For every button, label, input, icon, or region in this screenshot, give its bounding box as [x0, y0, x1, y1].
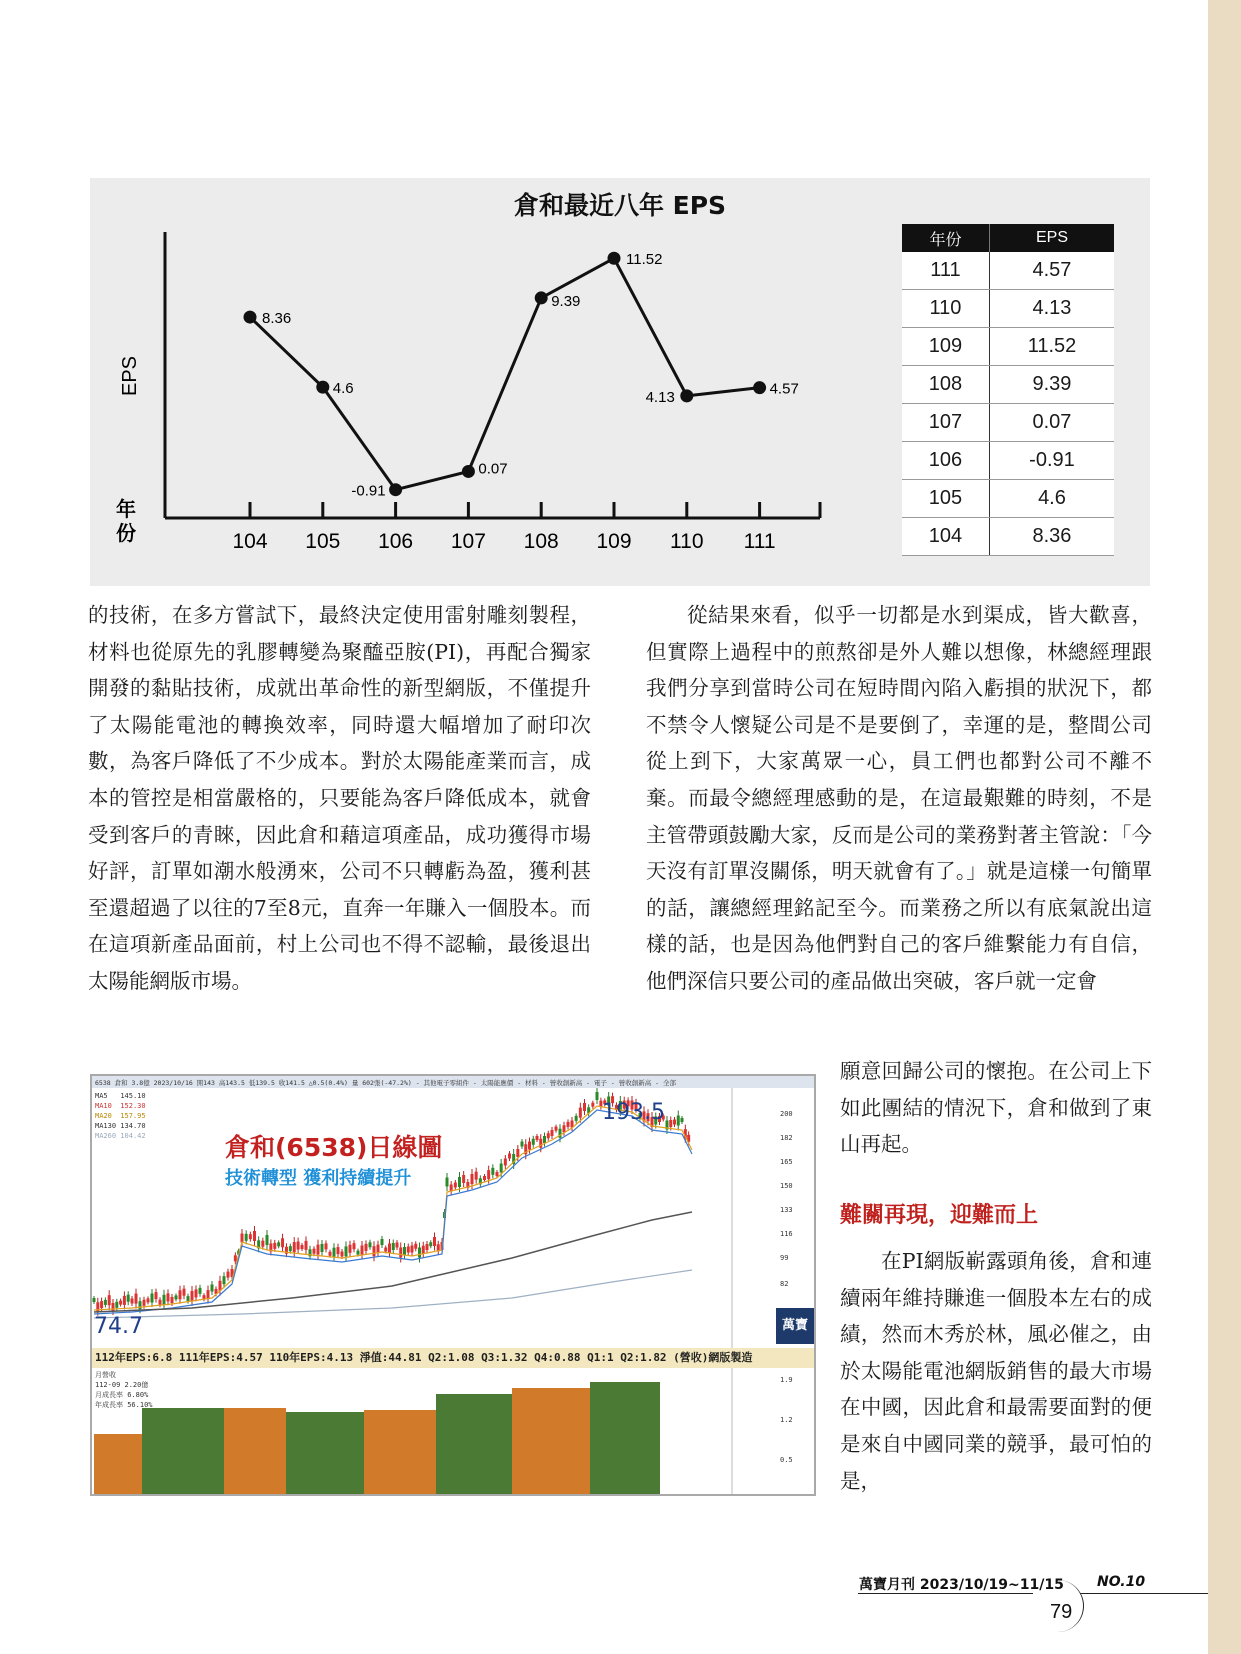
- candle-body: [458, 1177, 461, 1187]
- candle-body: [433, 1237, 436, 1246]
- table-row: [902, 518, 1114, 556]
- page-edge-strip: [1208, 0, 1241, 1654]
- ma-legend-3: MA130 134.70: [95, 1122, 146, 1130]
- candle-body: [357, 1251, 360, 1255]
- candle-body: [591, 1103, 594, 1107]
- table-row: [902, 480, 1114, 518]
- candle-body: [551, 1130, 554, 1136]
- candle-body: [317, 1245, 320, 1255]
- eps-data-label: -0.91: [351, 482, 386, 500]
- candle-body: [399, 1248, 402, 1258]
- table-eps-cell: 4.57: [989, 252, 1114, 290]
- candle-body: [266, 1235, 269, 1245]
- revenue-y-tick: 1.9: [780, 1376, 793, 1384]
- candle-body: [414, 1244, 417, 1249]
- revenue-bar: [436, 1394, 512, 1494]
- candle-body: [175, 1295, 178, 1299]
- table-row: [902, 404, 1114, 442]
- candle-body: [301, 1245, 304, 1249]
- candle-body: [381, 1239, 384, 1245]
- candle-body: [289, 1246, 292, 1251]
- candle-body: [261, 1241, 264, 1247]
- candle-body: [422, 1246, 425, 1254]
- candle-body: [583, 1103, 586, 1111]
- table-eps-cell: 8.36: [989, 518, 1114, 556]
- y-tick: 133: [780, 1206, 793, 1214]
- y-tick: 82: [780, 1280, 789, 1288]
- candle-body: [123, 1296, 126, 1305]
- table-row: [902, 328, 1114, 366]
- table-year-cell: 111: [902, 252, 989, 290]
- candle-body: [673, 1120, 676, 1125]
- candle-body: [223, 1276, 226, 1284]
- x-axis-label-part: 年: [116, 497, 136, 521]
- candle-body: [191, 1291, 194, 1301]
- candle-body: [104, 1300, 107, 1305]
- candle-body: [333, 1248, 336, 1257]
- eps-series-line: [250, 258, 760, 489]
- candle-body: [475, 1172, 478, 1180]
- candle-body: [521, 1142, 524, 1147]
- candle-body: [127, 1295, 130, 1302]
- candle-body: [108, 1295, 111, 1305]
- revenue-legend-line: 年成長率 56.10%: [95, 1401, 153, 1409]
- candle-body: [345, 1246, 348, 1256]
- publisher-logo: 萬寶: [776, 1308, 814, 1344]
- candle-body: [418, 1248, 421, 1258]
- table-year-cell: 110: [902, 290, 989, 328]
- candle-body: [245, 1234, 248, 1241]
- candle-body: [171, 1297, 174, 1303]
- stock-chart-title: 倉和(6538)日線圖: [225, 1133, 443, 1162]
- candle-body: [249, 1234, 252, 1239]
- candle-body: [195, 1289, 198, 1297]
- page-number: 79: [1050, 1601, 1073, 1623]
- revenue-bar: [94, 1434, 144, 1494]
- candle-body: [139, 1301, 142, 1309]
- eps-data-label: 4.13: [645, 388, 675, 406]
- candle-body: [396, 1243, 399, 1248]
- x-tick-label: 107: [450, 530, 486, 553]
- table-eps-cell: 4.13: [989, 290, 1114, 328]
- table-row: [902, 252, 1114, 290]
- stock-chart-subtitle: 技術轉型 獲利持續提升: [225, 1168, 412, 1189]
- y-tick: 116: [780, 1230, 793, 1238]
- candle-body: [337, 1247, 340, 1254]
- candle-body: [536, 1136, 539, 1140]
- y-tick: 182: [780, 1134, 793, 1142]
- candle-body: [504, 1159, 507, 1166]
- candle-body: [273, 1243, 276, 1249]
- candle-body: [321, 1244, 324, 1252]
- eps-data-label: 8.36: [262, 310, 292, 328]
- eps-table-header-year: 年份: [902, 224, 989, 252]
- y-axis-label: EPS: [119, 355, 141, 397]
- candle-body: [93, 1298, 96, 1302]
- candle-body: [167, 1293, 170, 1301]
- candle-body: [681, 1118, 684, 1122]
- y-tick: 165: [780, 1158, 793, 1166]
- candle-body: [349, 1245, 352, 1253]
- candle-body: [325, 1243, 328, 1249]
- candle-body: [163, 1295, 166, 1305]
- eps-data-point: [244, 311, 257, 324]
- eps-data-point: [462, 465, 475, 478]
- ma-legend-0: MA5 145.10: [95, 1092, 146, 1100]
- candle-body: [596, 1092, 599, 1100]
- candle-body: [407, 1247, 410, 1253]
- revenue-legend-line: 112-09 2.20億: [95, 1381, 149, 1389]
- candle-body: [341, 1252, 344, 1257]
- candle-body: [555, 1127, 558, 1131]
- eps-data-label: 0.07: [478, 460, 508, 478]
- table-eps-cell: 4.6: [989, 480, 1114, 518]
- candle-body: [426, 1244, 429, 1250]
- revenue-y-tick: 1.2: [780, 1416, 793, 1424]
- candle-body: [446, 1178, 449, 1187]
- candle-body: [183, 1289, 186, 1296]
- table-eps-cell: 9.39: [989, 366, 1114, 404]
- article-paragraph: 從結果來看，似乎一切都是水到渠成，皆大歡喜，但實際上過程中的煎熬卻是外人難以想像，林總經理跟我們分享到當時公司在短時間內陷入虧損的狀況下，都不禁令人懷疑公司是不是要倒了，幸運的是，整間公司從上到下，大家萬眾一心，員工們也都對公司不離不棄。而最令總經理感動的是，在這最艱難的時刻，不是主管帶頭鼓勵大家，反而是公司的業務對著主管說：「今天沒有訂單沒關係，明天就會有了。」就是這樣一句簡單的話，讓總經理銘記至今。而業務之所以有底氣說出這樣的話，也是因為他們對自己的客戶維繫能力有自信，他們深信只要公司的產品做出突破，客戶就一定會: [646, 603, 1152, 993]
- candle-body: [155, 1292, 158, 1299]
- eps-data-label: 4.6: [332, 380, 354, 398]
- candle-body: [491, 1168, 494, 1175]
- eps-data-point: [608, 252, 621, 265]
- candle-body: [143, 1300, 146, 1306]
- candle-body: [471, 1174, 474, 1184]
- candle-body: [516, 1149, 519, 1157]
- candle-body: [373, 1246, 376, 1256]
- candle-body: [115, 1302, 118, 1308]
- eps-chart-title: 倉和最近八年 EPS: [513, 191, 727, 220]
- candle-body: [388, 1244, 391, 1253]
- table-eps-cell: 11.52: [989, 328, 1114, 366]
- candle-body: [487, 1170, 490, 1179]
- candle-body: [429, 1242, 432, 1246]
- eps-data-point: [680, 389, 693, 402]
- x-tick-label: 110: [670, 530, 704, 553]
- candle-body: [100, 1301, 103, 1308]
- candle-body: [496, 1172, 499, 1176]
- candle-body: [532, 1139, 535, 1145]
- eps-table-header-eps: EPS: [989, 224, 1114, 252]
- candle-body: [241, 1234, 244, 1243]
- stock-chart: [90, 1074, 816, 1496]
- candle-body: [112, 1303, 115, 1311]
- x-tick-label: 108: [523, 530, 559, 553]
- stock-chart-graphic: [92, 1076, 814, 1494]
- x-tick-label: 106: [378, 530, 414, 553]
- table-eps-cell: -0.91: [989, 442, 1114, 480]
- candle-body: [179, 1290, 182, 1299]
- table-year-cell: 104: [902, 518, 989, 556]
- ma-legend-4: MA260 104.42: [95, 1132, 146, 1140]
- ma-legend-1: MA10 152.30: [95, 1102, 146, 1110]
- price-low-label: 74.7: [94, 1314, 143, 1339]
- candle-body: [297, 1242, 300, 1250]
- y-tick: 150: [780, 1182, 793, 1190]
- candle-body: [147, 1298, 150, 1302]
- candle-body: [119, 1301, 122, 1305]
- y-tick: 200: [780, 1110, 793, 1118]
- table-year-cell: 108: [902, 366, 989, 404]
- x-tick-label: 109: [596, 530, 632, 553]
- candle-body: [454, 1183, 457, 1188]
- revenue-bar: [590, 1382, 660, 1494]
- revenue-bar: [286, 1412, 364, 1494]
- candle-body: [281, 1238, 284, 1247]
- revenue-bar: [142, 1408, 224, 1494]
- article-right-column-2: [840, 1243, 1152, 1499]
- eps-data-point: [535, 291, 548, 304]
- footer-issue: NO.10: [1097, 1574, 1146, 1590]
- candle-body: [508, 1154, 511, 1159]
- candle-body: [365, 1244, 368, 1251]
- candle-body: [151, 1294, 154, 1303]
- eps-data-point: [753, 381, 766, 394]
- candle-body: [403, 1247, 406, 1255]
- revenue-legend-line: 月成長率 6.80%: [95, 1391, 149, 1399]
- candle-body: [234, 1255, 237, 1261]
- eps-info-strip: 112年EPS:6.8 111年EPS:4.57 110年EPS:4.13 淨值:44.81 Q2:1.08 Q3:1.32 Q4:0.88 Q1:1 Q2:1.82 (營收)網版製造: [92, 1348, 816, 1368]
- candle-body: [483, 1176, 486, 1180]
- eps-chart-panel: [90, 178, 1150, 586]
- article-paragraph: 的技術，在多方嘗試下，最終決定使用雷射雕刻製程，材料也從原先的乳膠轉變為聚醯亞胺(PI)，再配合獨家開發的黏貼技術，成就出革命性的新型網版，不僅提升了太陽能電池的轉換效率，同時還大幅增加了耐印次數，為客戶降低了不少成本。對於太陽能產業而言，成本的管控是相當嚴格的，只要能為客戶降低成本，就會受到客戶的青睞，因此倉和藉這項產品，成功獲得市場好評，訂單如潮水般湧來，公司不只轉虧為盈，獲利甚至還超過了以往的7至8元，直奔一年賺入一個股本。而在這項新產品面前，村上公司也不得不認輸，最後退出太陽能網版市場。: [88, 603, 591, 993]
- table-year-cell: 109: [902, 328, 989, 366]
- candle-body: [293, 1242, 296, 1252]
- candle-body: [253, 1231, 256, 1241]
- candle-body: [159, 1300, 162, 1305]
- candle-body: [199, 1288, 202, 1294]
- eps-data-point: [316, 381, 329, 394]
- x-tick-label: 105: [305, 530, 341, 553]
- y-tick: 99: [780, 1254, 789, 1262]
- table-year-cell: 106: [902, 442, 989, 480]
- table-row: [902, 442, 1114, 480]
- eps-data-point: [389, 483, 402, 496]
- candle-body: [669, 1120, 672, 1127]
- stock-header-line: 6538 倉和 3.8億 2023/10/16 開143 高143.5 低139.5 收141.5 △0.5(0.4%) 量 602張(-47.2%) - 其他電子零組件 - 太陽能應價 - 材料 - 營收創新高 - 電子 - 營收創新高 - 全部: [95, 1079, 676, 1087]
- revenue-legend-line: 月營收: [95, 1371, 116, 1379]
- candle-body: [227, 1272, 230, 1278]
- candle-body: [313, 1249, 316, 1254]
- candle-body: [677, 1116, 680, 1126]
- table-row: [902, 366, 1114, 404]
- eps-data-label: 4.57: [769, 380, 799, 398]
- article-right-column: [646, 597, 1152, 1000]
- table-row: [902, 290, 1114, 328]
- candle-body: [277, 1242, 280, 1246]
- candle-body: [462, 1175, 465, 1183]
- candle-body: [547, 1133, 550, 1138]
- candle-body: [361, 1246, 364, 1255]
- table-eps-cell: 0.07: [989, 404, 1114, 442]
- candle-body: [207, 1290, 210, 1299]
- candle-body: [187, 1296, 190, 1301]
- revenue-bar: [224, 1408, 286, 1494]
- candle-body: [567, 1122, 570, 1127]
- candle-body: [305, 1241, 308, 1250]
- candle-body: [528, 1142, 531, 1150]
- candle-body: [353, 1243, 356, 1249]
- section-subheading: 難關再現，迎難而上: [840, 1203, 1039, 1228]
- article-left-column: [88, 597, 591, 1000]
- candle-body: [575, 1116, 578, 1121]
- price-high-label: 193.5: [602, 1100, 665, 1125]
- revenue-bar: [512, 1388, 590, 1494]
- candle-body: [131, 1299, 134, 1304]
- x-tick-label: 104: [232, 530, 268, 553]
- candle-body: [543, 1136, 546, 1143]
- revenue-y-tick: 0.5: [780, 1456, 793, 1464]
- ma-legend-2: MA20 157.95: [95, 1112, 146, 1120]
- table-year-cell: 105: [902, 480, 989, 518]
- revenue-bar: [364, 1410, 436, 1494]
- eps-data-label: 9.39: [551, 292, 581, 310]
- candle-body: [135, 1294, 138, 1304]
- article-right-continuation: [840, 1053, 1152, 1163]
- eps-table: [902, 224, 1114, 556]
- candle-body: [377, 1245, 380, 1253]
- candle-body: [411, 1246, 414, 1253]
- candle-body: [392, 1243, 395, 1250]
- candle-body: [211, 1285, 214, 1292]
- footer-magazine: 萬寶月刊 2023/10/19~11/15: [859, 1577, 1064, 1593]
- candle-body: [329, 1252, 332, 1256]
- table-year-cell: 107: [902, 404, 989, 442]
- x-tick-label: 111: [743, 530, 776, 553]
- candle-body: [579, 1108, 582, 1118]
- article-paragraph: 願意回歸公司的懷抱。在公司上下如此團結的情況下，倉和做到了東山再起。: [840, 1059, 1152, 1157]
- x-axis-label-part: 份: [116, 521, 136, 545]
- candle-body: [384, 1248, 387, 1252]
- candle-body: [369, 1242, 372, 1247]
- eps-data-label: 11.52: [626, 251, 663, 269]
- article-paragraph: 在PI網版嶄露頭角後，倉和連續兩年維持賺進一個股本左右的成績，然而木秀於林，風必催之，由於太陽能電池網版銷售的最大市場在中國，因此倉和最需要面對的便是來自中國同業的競爭，最可怕的是，: [840, 1249, 1152, 1493]
- candle-body: [563, 1125, 566, 1132]
- candle-body: [500, 1164, 503, 1173]
